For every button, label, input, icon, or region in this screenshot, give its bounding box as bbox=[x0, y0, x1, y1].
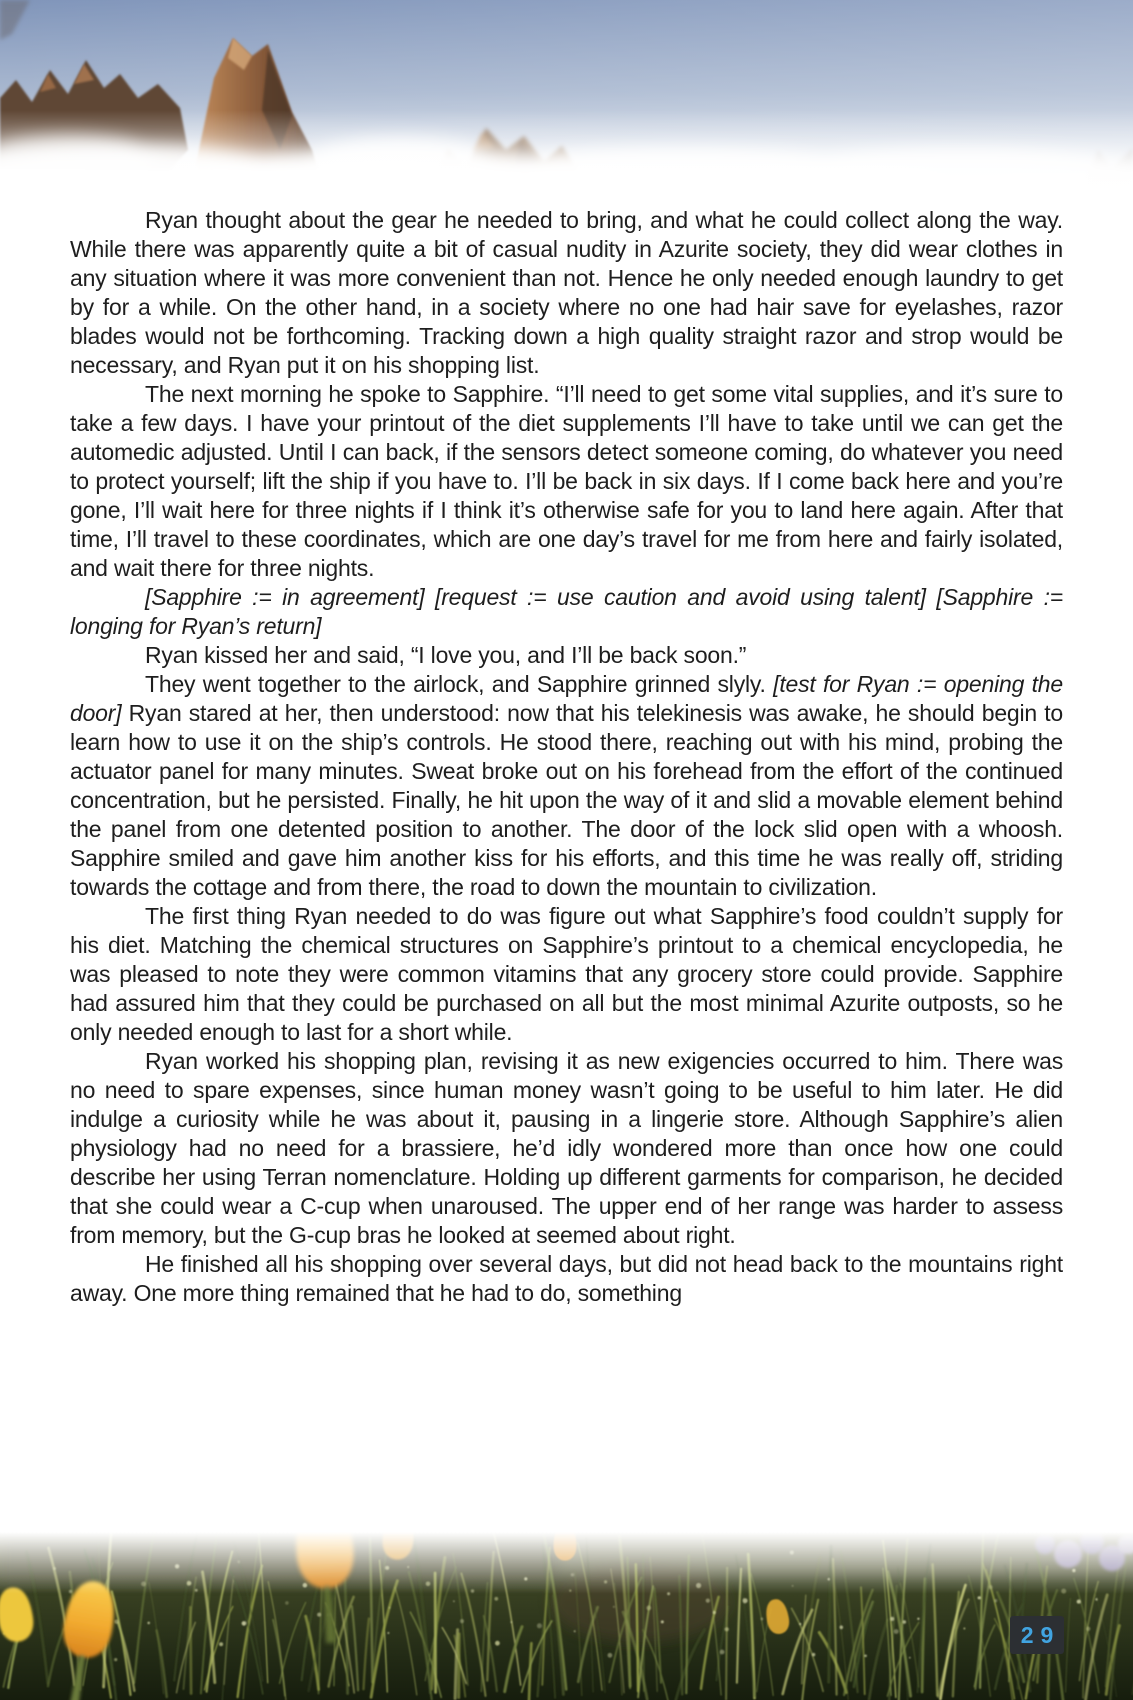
paragraph-7 bbox=[70, 1047, 1063, 1250]
grass-speckle bbox=[494, 1597, 498, 1601]
grass-speckle bbox=[890, 1617, 894, 1621]
grass-speckle bbox=[147, 1622, 150, 1625]
text-run: The first thing Ryan needed to do was figure out what Sapphire’s food couldn’t supply for his diet. Matching the chemical structures on Sapphire’s printout to a chemical encyclopedia, he was pleased to note they were common vitamins that any grocery store could provide. Sapphire had assured him that they could be purchased on all but the most minimal Azurite outposts, so he only needed enough to last for a short while. bbox=[70, 903, 1063, 1045]
grass-speckle bbox=[978, 1596, 981, 1599]
text-run: Ryan thought about the gear he needed to bring, and what he could collect along the way. While there was apparently quite a bit of casual nudity in Azurite society, they did wear clothes in any situation where it was more convenient than not. Hence he only needed enough laundry to get by for a while. On the other hand, in a society where no one had hair save for eyelashes, razor blades would not be forthcoming. Tracking down a high quality straight razor and strop would be necessary, and Ryan put it on his shopping list. bbox=[70, 207, 1063, 378]
grass-speckle bbox=[1086, 1627, 1090, 1631]
grass-speckle bbox=[994, 1599, 997, 1602]
page-body bbox=[70, 206, 1063, 1308]
grass-speckle bbox=[387, 1632, 389, 1634]
grass-speckle bbox=[713, 1611, 716, 1614]
page-number-badge bbox=[1010, 1616, 1064, 1654]
grass-speckle bbox=[114, 1620, 118, 1624]
grass-speckle bbox=[608, 1653, 613, 1658]
paragraph-5 bbox=[70, 670, 1063, 902]
page-number: 29 bbox=[1020, 1621, 1061, 1648]
grass-speckle bbox=[963, 1628, 965, 1630]
mountains-header-image bbox=[0, 0, 1133, 206]
grass-speckle bbox=[389, 1607, 391, 1609]
grass-speckle bbox=[894, 1629, 899, 1634]
paragraph-8 bbox=[70, 1250, 1063, 1308]
grass-speckle bbox=[114, 1658, 117, 1661]
text-run: They went together to the airlock, and Sapphire grinned slyly. bbox=[145, 671, 774, 697]
text-run: Ryan stared at her, then understood: now that his telekinesis was awake, he should begin to learn how to use it on the ship’s controls. He stood there, reaching out with his mind, probing the actuator panel for many minutes. Sweat broke out on his forehead from the effort of the continued concentration, but he persisted. Finally, he hit upon the way of it and slid a movable element behind the panel from one detented position to another. The door of the lock slid open with a whoosh. Sapphire smiled and gave him another kiss for his efforts, and this time he was really off, striding towards the cottage and from there, the road to down the mountain to civilization. bbox=[70, 700, 1063, 900]
grass-speckle bbox=[909, 1657, 911, 1659]
grass-speckle bbox=[285, 1601, 289, 1605]
paragraph-6 bbox=[70, 902, 1063, 1047]
grass-speckle bbox=[646, 1606, 651, 1611]
grass-speckle bbox=[761, 1618, 764, 1621]
grass-speckle bbox=[720, 1650, 725, 1655]
paragraph-3 bbox=[70, 583, 1063, 641]
grass-speckle bbox=[317, 1613, 321, 1617]
grass-speckle bbox=[661, 1620, 664, 1623]
grass-speckle bbox=[799, 1623, 801, 1625]
grass-speckle bbox=[510, 1621, 512, 1623]
text-run: He finished all his shopping over several days, but did not head back to the mountains right away. One more thing remained that he had to do, something bbox=[70, 1251, 1063, 1306]
grass-speckle bbox=[537, 1623, 542, 1628]
grass-speckle bbox=[219, 1642, 223, 1646]
grass-speckle bbox=[460, 1619, 464, 1623]
grass-speckle bbox=[864, 1655, 867, 1658]
grass-speckle bbox=[725, 1627, 729, 1631]
grass-speckle bbox=[1095, 1598, 1097, 1600]
text-run: The next morning he spoke to Sapphire. “I’ll need to get some vital supplies, and it’s sure to take a few days. I have your printout of the diet supplements I’ll have to take until we can get the automedic adjusted. Until I can back, if the sensors detect someone coming, do whatever you need to protect yourself; lift the ship if you have to. I’ll be back in six days. If I come back here and you’re gone, I’ll wait here for three nights if I think it’s otherwise safe for you to land here again. After that time, I’ll travel to these coordinates, which are one day’s travel for me from here and fairly isolated, and wait there for three nights. bbox=[70, 381, 1063, 581]
grass-speckle bbox=[840, 1626, 844, 1630]
text-run: Ryan worked his shopping plan, revising it as new exigencies occurred to him. There was no need to spare expenses, since human money wasn’t going to be useful to him later. He did indulge a curiosity while he was about it, pausing in a lingerie store. Although Sapphire’s alien physiology had no need for a brassiere, he’d idly wondered more than once how one could describe her using Terran nomenclature. Holding up different garments for comparison, he decided that she could wear a C-cup when unaroused. The upper end of her range was harder to assess from memory, but the G-cup bras he looked at seemed about right. bbox=[70, 1048, 1063, 1248]
grass-speckle bbox=[574, 1630, 576, 1632]
paragraph-2 bbox=[70, 380, 1063, 583]
grass-speckle bbox=[495, 1641, 500, 1646]
text-run: [Sapphire := in agreement] [request := use caution and avoid using talent] [Sapphire := longing for Ryan’s return] bbox=[70, 584, 1063, 639]
grass-speckle bbox=[453, 1600, 455, 1602]
poppies-footer-image bbox=[0, 1532, 1133, 1700]
paragraph-1 bbox=[70, 206, 1063, 380]
grass-speckle bbox=[917, 1618, 919, 1620]
grass-speckle bbox=[903, 1620, 906, 1623]
grass-speckle bbox=[706, 1599, 710, 1603]
text-run: [test for Ryan := opening the door] bbox=[70, 671, 1063, 726]
text-run: Ryan kissed her and said, “I love you, and I’ll be back soon.” bbox=[145, 642, 747, 668]
grass-speckle bbox=[812, 1653, 815, 1656]
grass-speckle bbox=[613, 1606, 615, 1608]
grass-speckle bbox=[242, 1621, 247, 1626]
grass-speckle bbox=[743, 1598, 748, 1603]
paragraph-4 bbox=[70, 641, 1063, 670]
grass-speckle bbox=[1077, 1600, 1081, 1604]
